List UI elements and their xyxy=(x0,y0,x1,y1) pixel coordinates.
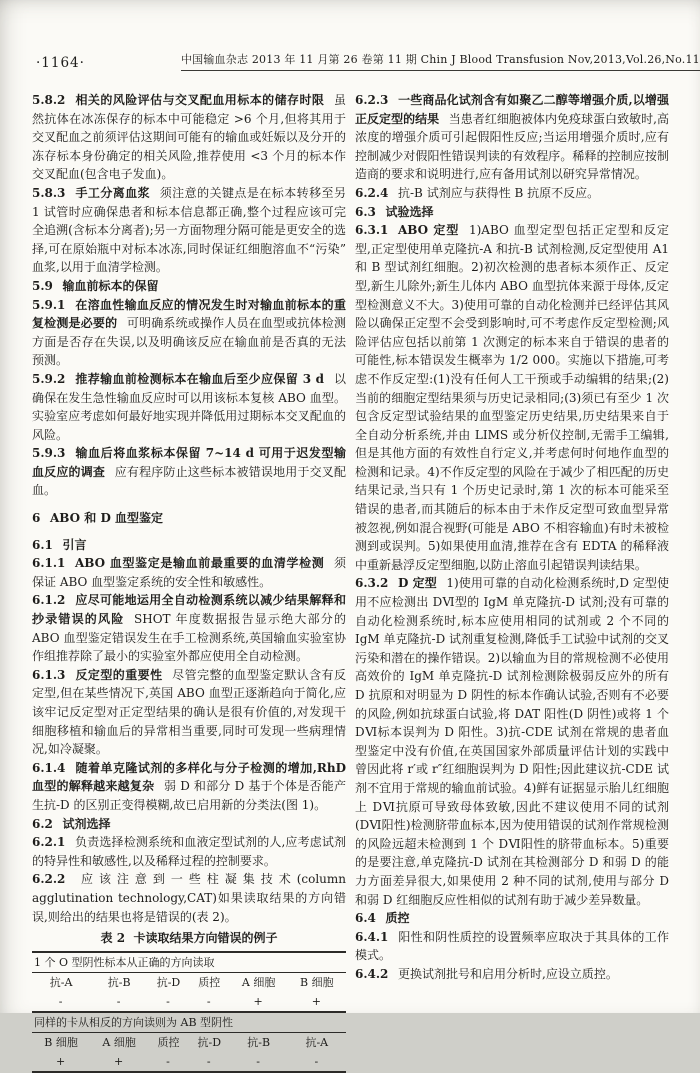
paragraph-heading: 反定型的重要性 xyxy=(75,667,163,682)
section-number: 6.2 xyxy=(32,816,53,831)
section-number: 5.9.1 xyxy=(32,297,66,312)
paragraph xyxy=(32,833,346,870)
table-caption xyxy=(32,929,346,948)
table-value-cell: + xyxy=(55,1054,67,1068)
section-number: 6.1 xyxy=(32,537,53,552)
table-value-cell: + xyxy=(311,994,322,1008)
paragraph-heading: ABO 和 D 血型鉴定 xyxy=(49,511,164,526)
table-header-cell: B 细胞 xyxy=(44,1035,78,1049)
paragraph xyxy=(32,444,346,500)
paragraph-body: 应有程序防止这些标本被错误地用于交叉配血。 xyxy=(32,464,346,498)
paragraph-heading: 相关的风险评估与交叉配血用标本的储存时限 xyxy=(75,93,325,107)
section-heading xyxy=(355,909,669,928)
table-header-cell: 抗-D xyxy=(197,1035,222,1049)
paragraph xyxy=(32,666,346,759)
section-heading xyxy=(32,815,346,834)
journal-citation: 中国输血杂志 2013 年 11 月第 26 卷第 11 期 Chin J Blood Transfusion Nov,2013,Vol.26,No.11 xyxy=(180,53,700,66)
table-span-cell: 同样的卡从相反的方向读则为 AB 型阴性 xyxy=(32,1012,346,1033)
table-span-row xyxy=(32,1012,346,1033)
section-number: 6.1.2 xyxy=(32,593,66,608)
paragraph xyxy=(32,296,346,370)
paragraph xyxy=(355,184,669,203)
table-header-cell: 抗-A xyxy=(305,1035,329,1049)
section-number: 5.9.2 xyxy=(32,371,66,386)
table-span-cell: 1 个 O 型阴性标本从正确的方向读取 xyxy=(32,952,346,973)
right-column xyxy=(355,91,669,1073)
table-header-cell: 质控 xyxy=(157,1035,180,1049)
table-header-cell: 质控 xyxy=(198,975,221,989)
paragraph-body: 虽然抗体在冰冻保存的标本中可能稳定 >6 个月,但将其用于交叉配血之前须评估这期间可能有的输血或妊娠以及分开的冻存标本身份确定的相关风险,推荐使用 <3 个月的标本作交叉配血(包含电子发血)。 xyxy=(32,93,346,182)
paragraph-body: 更换试剂批号和启用分析时,应设立质控。 xyxy=(398,966,618,981)
paragraph-heading: 一些商品化试剂含有如聚乙二醇等增强介质,以增强正反定型的结果 xyxy=(355,93,669,126)
paragraph-heading: ABO 血型鉴定是输血前最重要的血清学检测 xyxy=(75,556,325,571)
section-number: 6.2.2 xyxy=(32,872,66,887)
table-header-cell: A 细胞 xyxy=(241,975,276,989)
section-number: 6.3 xyxy=(355,204,376,219)
section-number: 6 xyxy=(32,511,41,526)
paragraph-heading: 手工分离血浆 xyxy=(75,185,151,200)
table-2 xyxy=(32,929,346,1073)
paragraph xyxy=(32,184,346,277)
paragraph-heading: 应尽可能地运用全自动检测系统以减少结果解释和抄录错误的风险 xyxy=(32,593,346,627)
table-span-row xyxy=(32,952,346,973)
paragraph xyxy=(32,870,346,926)
section-number: 6.2.3 xyxy=(355,93,389,107)
paragraph-body: 应该注意到一些柱凝集技术(column agglutination technology,CAT)如果读取结果的方向错误,则给出的结果也将是错误的(表 2)。 xyxy=(32,872,346,924)
paragraph-heading: 引言 xyxy=(62,537,87,552)
table-value-cell: + xyxy=(114,1054,125,1068)
paragraph-heading: 推荐输血前检测标本在输血后至少应保留 3 d xyxy=(75,371,325,386)
table-header-cell: B 细胞 xyxy=(300,975,334,989)
paragraph-body: 阳性和阴性质控的设置频率应取决于其具体的工作模式。 xyxy=(355,929,669,963)
paragraph-body: 1)ABO 血型定型包括正定型和反定型,正定型使用单克隆抗-A 和抗-B 试剂检测,反定型使用 A1 和 B 型试剂红细胞。2)初次检测的患者标本须作正、反定型,新生儿除外;新生儿体内 ABO 血型抗体来源于母体,反定型检测意义不大。3)使用可靠的自动化检测并已经评估其风险以确保正定型不会受到影响时,可不考虑作反定型检测;风险评估应包括以前第 1 次测定的标本来自于错误的患者的可能性,标本错误发生概率为 1/2 000。实施以下措施,可考虑不作反定型:(1)没有任何人工干预或手动编辑的结果;(2)当前的细胞定型结果须与历史记录相同;(3)须已有至少 1 次包含反定型试验结果的血型鉴定历史结果,历史结果来自于全自动分析系统,并由 LIMS 或分析仪控制,无需手工编辑,但是其他方面的有效性自行定义,并考虑何时何地作血型的检测和记录。4)不作反定型的风险在于减少了相匹配的历史结果记录,当只有 1 个历史记录时,第 1 次的标本可能采至错误的患者,而其随后的标本由于未作反定型可致血型异常被忽视,例如混合视野(可能是 ABO 不相容输血)有时未被检测到或误判。5)如果使用血清,推荐在含有 EDTA 的稀释液中重新悬浮反定型细胞,以防止溶血引起错误判读结果。 xyxy=(355,223,669,572)
table-value-cell: - xyxy=(314,1054,320,1068)
table-value-cell: - xyxy=(58,994,64,1008)
paragraph-body: 可明确系统或操作人员在血型或抗体检测方面是否存在失误,以及明确该反应在输血前是否真的无法预测。 xyxy=(32,316,346,368)
paragraph xyxy=(355,221,669,574)
section-number: 6.2.4 xyxy=(355,185,389,200)
section-number: 6.4 xyxy=(355,911,376,926)
paragraph xyxy=(32,759,346,815)
paragraph-body: 负责选择检测系统和血液定型试剂的人,应考虑试剂的特异性和敏感性,以及稀释过程的控制要求。 xyxy=(32,835,346,868)
paragraph-heading: 在溶血性输血反应的情况发生时对输血前标本的重复检测是必要的 xyxy=(32,297,346,331)
section-number: 6.4.2 xyxy=(355,966,389,981)
table-caption-title: 卡读取结果方向错误的例子 xyxy=(133,931,278,946)
card-reading-table xyxy=(32,951,346,1073)
paragraph xyxy=(355,928,669,965)
paragraph-body: 当患者红细胞被体内免疫球蛋白致敏时,高浓度的增强介质可引起假阳性反应;当运用增强介质时,应有控制减少对假阳性错误判读的有效程序。稀释的控制应按制造商的要求和说明进行,应有备用试剂以研究异常情况。 xyxy=(355,111,669,182)
paragraph-body: 1)使用可靠的自动化检测系统时,D 定型使用不应检测出 DⅥ型的 IgM 单克隆抗-D 试剂;没有可靠的自动化检测系统时,标本应使用相同的试剂或 2 个不同的 IgM 单克隆抗-D 试剂重复检测,降低手工试验中试剂的交叉污染和潜在的操作错误。2)以输血为目的常规检测不必使用高效价的 IgM 单克隆抗-D 试剂检测除极弱反应外的所有 D 抗原和对明显为 D 阴性的标本作确认试验,否则有不必要的风险,例如抗球蛋白试验,将 DAT 阳性(D 阴性)或将 1 个 DⅥ标本误判为 D 阳性。3)抗-CDE 试剂在常规的患者血型鉴定中没有价值,在英国国家外部质量评估计划的实践中曾因此将 r′或 r″红细胞误判为 D 阳性;因此建议抗-CDE 试剂不宜用于常规的输血前试验。4)鲜有证据显示胎儿红细胞上 DⅥ抗原可导致母体致敏,因此不建议使用不同的试剂(DⅥ阳性)检测脐带血标本,因为使用错误的试剂作常规检测的风险远超未检测到 1 个 DⅥ阳性的脐带血标本。5)重要的是要注意,单克隆抗-D 试剂在其检测部分 D 和弱 D 的能力方面差异很大,如果使用 2 种不同的试剂,使用与部分 D 和弱 D 红细胞反应性相似的试剂有助于减少差异数量。 xyxy=(355,576,669,907)
paragraph-body: 须保证 ABO 血型鉴定系统的安全性和敏感性。 xyxy=(32,556,346,589)
section-heading xyxy=(355,203,669,222)
section-number: 6.1.4 xyxy=(32,760,66,775)
paragraph-heading: ABO 定型 xyxy=(398,223,460,238)
paragraph-heading: D 定型 xyxy=(398,576,437,591)
paragraph xyxy=(355,91,669,184)
table-value-cell: - xyxy=(166,1054,171,1068)
section-number: 6.4.1 xyxy=(355,929,389,944)
table-header-cell: 抗-D xyxy=(156,975,181,989)
paragraph-heading: 试剂选择 xyxy=(62,816,111,831)
table-header-cell: 抗-B xyxy=(247,1035,271,1049)
table-value-cell: - xyxy=(116,994,122,1008)
section-heading xyxy=(32,277,346,296)
paragraph xyxy=(32,554,346,591)
section-heading xyxy=(32,536,346,555)
paragraph-body: 须注意的关键点是在标本转移至另 1 试管时应确保患者和标本信息都正确,整个过程应该可完全追溯(含标本分离者);另一方面物理分隔可能是更安全的选择,可在原始瓶中对标本冰冻,同时保证红细胞溶血不“污染”血浆,以用于血清学检测。 xyxy=(32,185,346,275)
table-header-row xyxy=(32,1032,346,1052)
paragraph-heading: 质控 xyxy=(385,911,410,926)
left-column xyxy=(32,91,346,1073)
section-number: 6.3.1 xyxy=(355,223,389,238)
paragraph-heading: 输血后将血浆标本保留 7~14 d 可用于迟发型输血反应的调查 xyxy=(32,446,346,479)
table-value-cell: + xyxy=(253,994,264,1008)
paragraph-heading: 输血前标本的保留 xyxy=(62,278,159,293)
paragraph-body: SHOT 年度数据报告显示绝大部分的 ABO 血型鉴定错误发生在手工检测系统,英国输血实验室协作组推荐除了最小的实验室外都应使用全自动检测。 xyxy=(32,612,346,664)
section-number: 5.9 xyxy=(32,278,53,293)
table-header-row xyxy=(32,972,346,992)
paragraph xyxy=(355,965,669,984)
table-value-cell: - xyxy=(166,994,171,1008)
table-value-cell: - xyxy=(206,994,212,1008)
paragraph-body: 抗-B 试剂应与获得性 B 抗原不反应。 xyxy=(398,185,600,200)
section-heading xyxy=(32,509,346,528)
table-caption-label: 表 2 xyxy=(100,931,126,946)
section-number: 5.8.3 xyxy=(32,185,66,200)
table-value-cell: - xyxy=(256,1054,261,1068)
table-header-cell: 抗-A xyxy=(49,975,73,989)
paragraph xyxy=(32,370,346,444)
journal-citation-rule xyxy=(181,48,700,71)
page-header xyxy=(0,0,700,71)
section-number: 6.1.1 xyxy=(32,556,66,571)
paragraph-heading: 随着单克隆试剂的多样化与分子检测的增加,RhD 血型的解释越来越复杂 xyxy=(32,760,346,794)
paragraph-body: 弱 D 和部分 D 基于个体是否能产生抗-D 的区别正变得模糊,故已启用新的分类法(图 1)。 xyxy=(32,779,346,812)
paragraph-heading: 试验选择 xyxy=(385,204,434,219)
paragraph-body: 以确保在发生急性输血反应时可以用该标本复核 ABO 血型。实验室应考虑如何最好地实现并降低用过期标本交叉配血的风险。 xyxy=(32,371,346,442)
section-number: 6.1.3 xyxy=(32,667,66,682)
paragraph xyxy=(32,591,346,665)
table-value-row xyxy=(32,1052,346,1072)
paragraph xyxy=(32,91,346,184)
section-number: 5.9.3 xyxy=(32,446,66,461)
paragraph xyxy=(355,574,669,909)
page-number: ·1164· xyxy=(36,55,85,71)
table-header-cell: 抗-B xyxy=(107,975,131,989)
section-number: 6.3.2 xyxy=(355,576,389,591)
two-column-body xyxy=(0,71,700,1073)
paragraph-body: 尽管完整的血型鉴定默认含有反定型,但在某些情况下,英国 ABO 血型正逐渐趋向于简化,应该牢记反定型对正定型结果的确认是很有价值的,对发现干细胞移植和输血后的异常相当重要,同时可发现一些病理情况,如冷凝聚。 xyxy=(32,667,346,757)
section-number: 6.2.1 xyxy=(32,835,66,850)
section-number: 5.8.2 xyxy=(32,93,66,107)
table-value-cell: - xyxy=(206,1054,212,1068)
table-value-row xyxy=(32,992,346,1012)
table-header-cell: A 细胞 xyxy=(102,1035,136,1049)
